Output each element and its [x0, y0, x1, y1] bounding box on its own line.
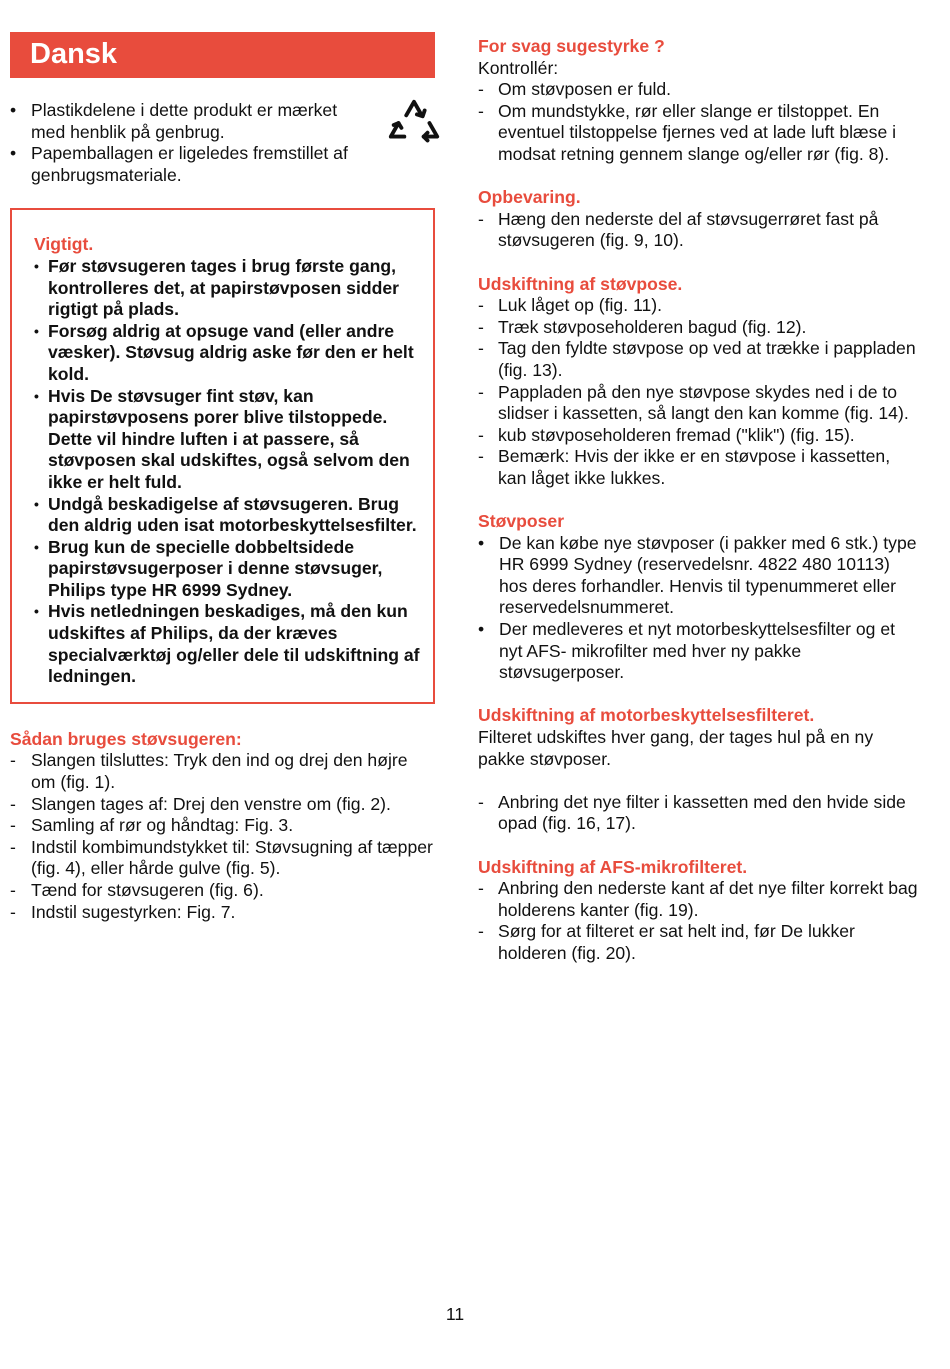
language-title: Dansk — [30, 38, 118, 71]
list-item: - Luk låget op (fig. 11). — [478, 295, 918, 317]
list-item: - Indstil sugestyrken: Fig. 7. — [10, 902, 435, 924]
motor-filter-heading: Udskiftning af motorbeskyttelsesfilteret. — [478, 705, 815, 726]
usage-section — [10, 729, 435, 923]
dust-bags-section — [478, 511, 918, 684]
afs-filter-heading: Udskiftning af AFS-mikrofilteret. — [478, 856, 748, 877]
weak-suction-heading: For svag sugestyrke ? — [478, 36, 665, 56]
recycle-section — [10, 100, 435, 186]
right-column — [478, 36, 918, 986]
storage-list — [478, 209, 918, 252]
list-item: - Pappladen på den nye støvpose skydes ned i de to slidser i kassetten, så langt den kan komme (fig. 14). — [478, 382, 918, 425]
warning-item: • Hvis De støvsuger fint støv, kan papirstøvposens porer blive tilstoppede. Dette vil hindre luften i at passere, så støvposen skal udskiftes, også selvom den ikke er helt fuld. — [34, 386, 421, 494]
dust-bags-list — [478, 533, 918, 684]
list-item: • Papemballagen er ligeledes fremstillet af genbrugsmateriale. — [10, 143, 366, 186]
list-item: - Slangen tages af: Drej den venstre om (fig. 2). — [10, 794, 435, 816]
list-item: - Bemærk: Hvis der ikke er en støvpose i kassetten, kan låget ikke lukkes. — [478, 446, 918, 489]
warning-list — [34, 256, 421, 688]
spacer — [478, 770, 918, 792]
warning-item: • Brug kun de specielle dobbeltsidede papirstøvsugerposer i denne støvsuger, Philips type HR 6999 Sydney. — [34, 537, 421, 602]
motor-filter-section — [478, 705, 918, 835]
page-number: 11 — [445, 1304, 465, 1324]
usage-heading: Sådan bruges støvsugeren: — [10, 728, 242, 749]
recycle-list — [10, 100, 435, 186]
list-item: - Om mundstykke, rør eller slange er tilstoppet. En eventuel tilstoppelse fjernes ved at lade luft blæse i modsat retning gennem slange og/eller rør (fig. 8). — [478, 101, 918, 166]
dust-bags-heading: Støvposer — [478, 511, 565, 532]
storage-section — [478, 187, 918, 252]
motor-filter-list — [478, 792, 918, 835]
usage-list — [10, 750, 435, 923]
list-item: - kub støvposeholderen fremad ("klik") (fig. 15). — [478, 425, 918, 447]
warning-box — [10, 208, 435, 703]
warning-item: • Undgå beskadigelse af støvsugeren. Brug den aldrig uden isat motorbeskyttelsesfilter. — [34, 494, 421, 537]
warning-title: Vigtigt. — [34, 234, 94, 255]
storage-heading: Opbevaring. — [478, 187, 581, 208]
language-title-bar — [10, 32, 435, 78]
list-item: - Tag den fyldte støvpose op ved at trække i pappladen (fig. 13). — [478, 338, 918, 381]
warning-item: • Hvis netledningen beskadiges, må den kun udskiftes af Philips, da der kræves specialværktøj og/eller dele til udskiftning af ledningen. — [34, 601, 421, 687]
warning-item: • Forsøg aldrig at opsuge vand (eller andre væsker). Støvsug aldrig aske før den er helt kold. — [34, 321, 421, 386]
recycle-icon — [385, 96, 443, 154]
list-item: - Indstil kombimundstykket til: Støvsugning af tæpper (fig. 4), eller hårde gulve (fig. 5). — [10, 837, 435, 880]
left-column — [10, 32, 435, 945]
list-item: - Sørg for at filteret er sat helt ind, før De lukker holderen (fig. 20). — [478, 921, 918, 964]
list-item: - Tænd for støvsugeren (fig. 6). — [10, 880, 435, 902]
bag-replacement-list — [478, 295, 918, 489]
motor-filter-intro: Filteret udskiftes hver gang, der tages hul på en ny pakke støvposer. — [478, 727, 874, 769]
afs-filter-list — [478, 878, 918, 964]
list-item: - Træk støvposeholderen bagud (fig. 12). — [478, 317, 918, 339]
list-item: • Plastikdelene i dette produkt er mærket med henblik på genbrug. — [10, 100, 366, 143]
warning-item: • Før støvsugeren tages i brug første gang, kontrolleres det, at papirstøvposen sidder rigtigt på plads. — [34, 256, 421, 321]
list-item: - Anbring det nye filter i kassetten med den hvide side opad (fig. 16, 17). — [478, 792, 918, 835]
list-item: - Samling af rør og håndtag: Fig. 3. — [10, 815, 435, 837]
list-item: • Der medleveres et nyt motorbeskyttelsesfilter og et nyt AFS- mikrofilter med hver ny pakke støvsugerposer. — [478, 619, 918, 684]
bag-replacement-section — [478, 274, 918, 490]
list-item: - Om støvposen er fuld. — [478, 79, 918, 101]
list-item: - Anbring den nederste kant af det nye filter korrekt bag holderens kanter (fig. 19). — [478, 878, 918, 921]
list-item: - Hæng den nederste del af støvsugerrøret fast på støvsugeren (fig. 9, 10). — [478, 209, 918, 252]
weak-suction-intro: Kontrollér: — [478, 57, 559, 78]
bag-replacement-heading: Udskiftning af støvpose. — [478, 273, 683, 294]
list-item: - Slangen tilsluttes: Tryk den ind og drej den højre om (fig. 1). — [10, 750, 435, 793]
weak-suction-section — [478, 36, 918, 166]
list-item: • De kan købe nye støvposer (i pakker med 6 stk.) type HR 6999 Sydney (reservedelsnr. 4822 480 10113) hos deres forhandler. Henvis til typenummeret eller reservedelsnummeret. — [478, 533, 918, 619]
weak-suction-list — [478, 79, 918, 165]
afs-filter-section — [478, 857, 918, 965]
